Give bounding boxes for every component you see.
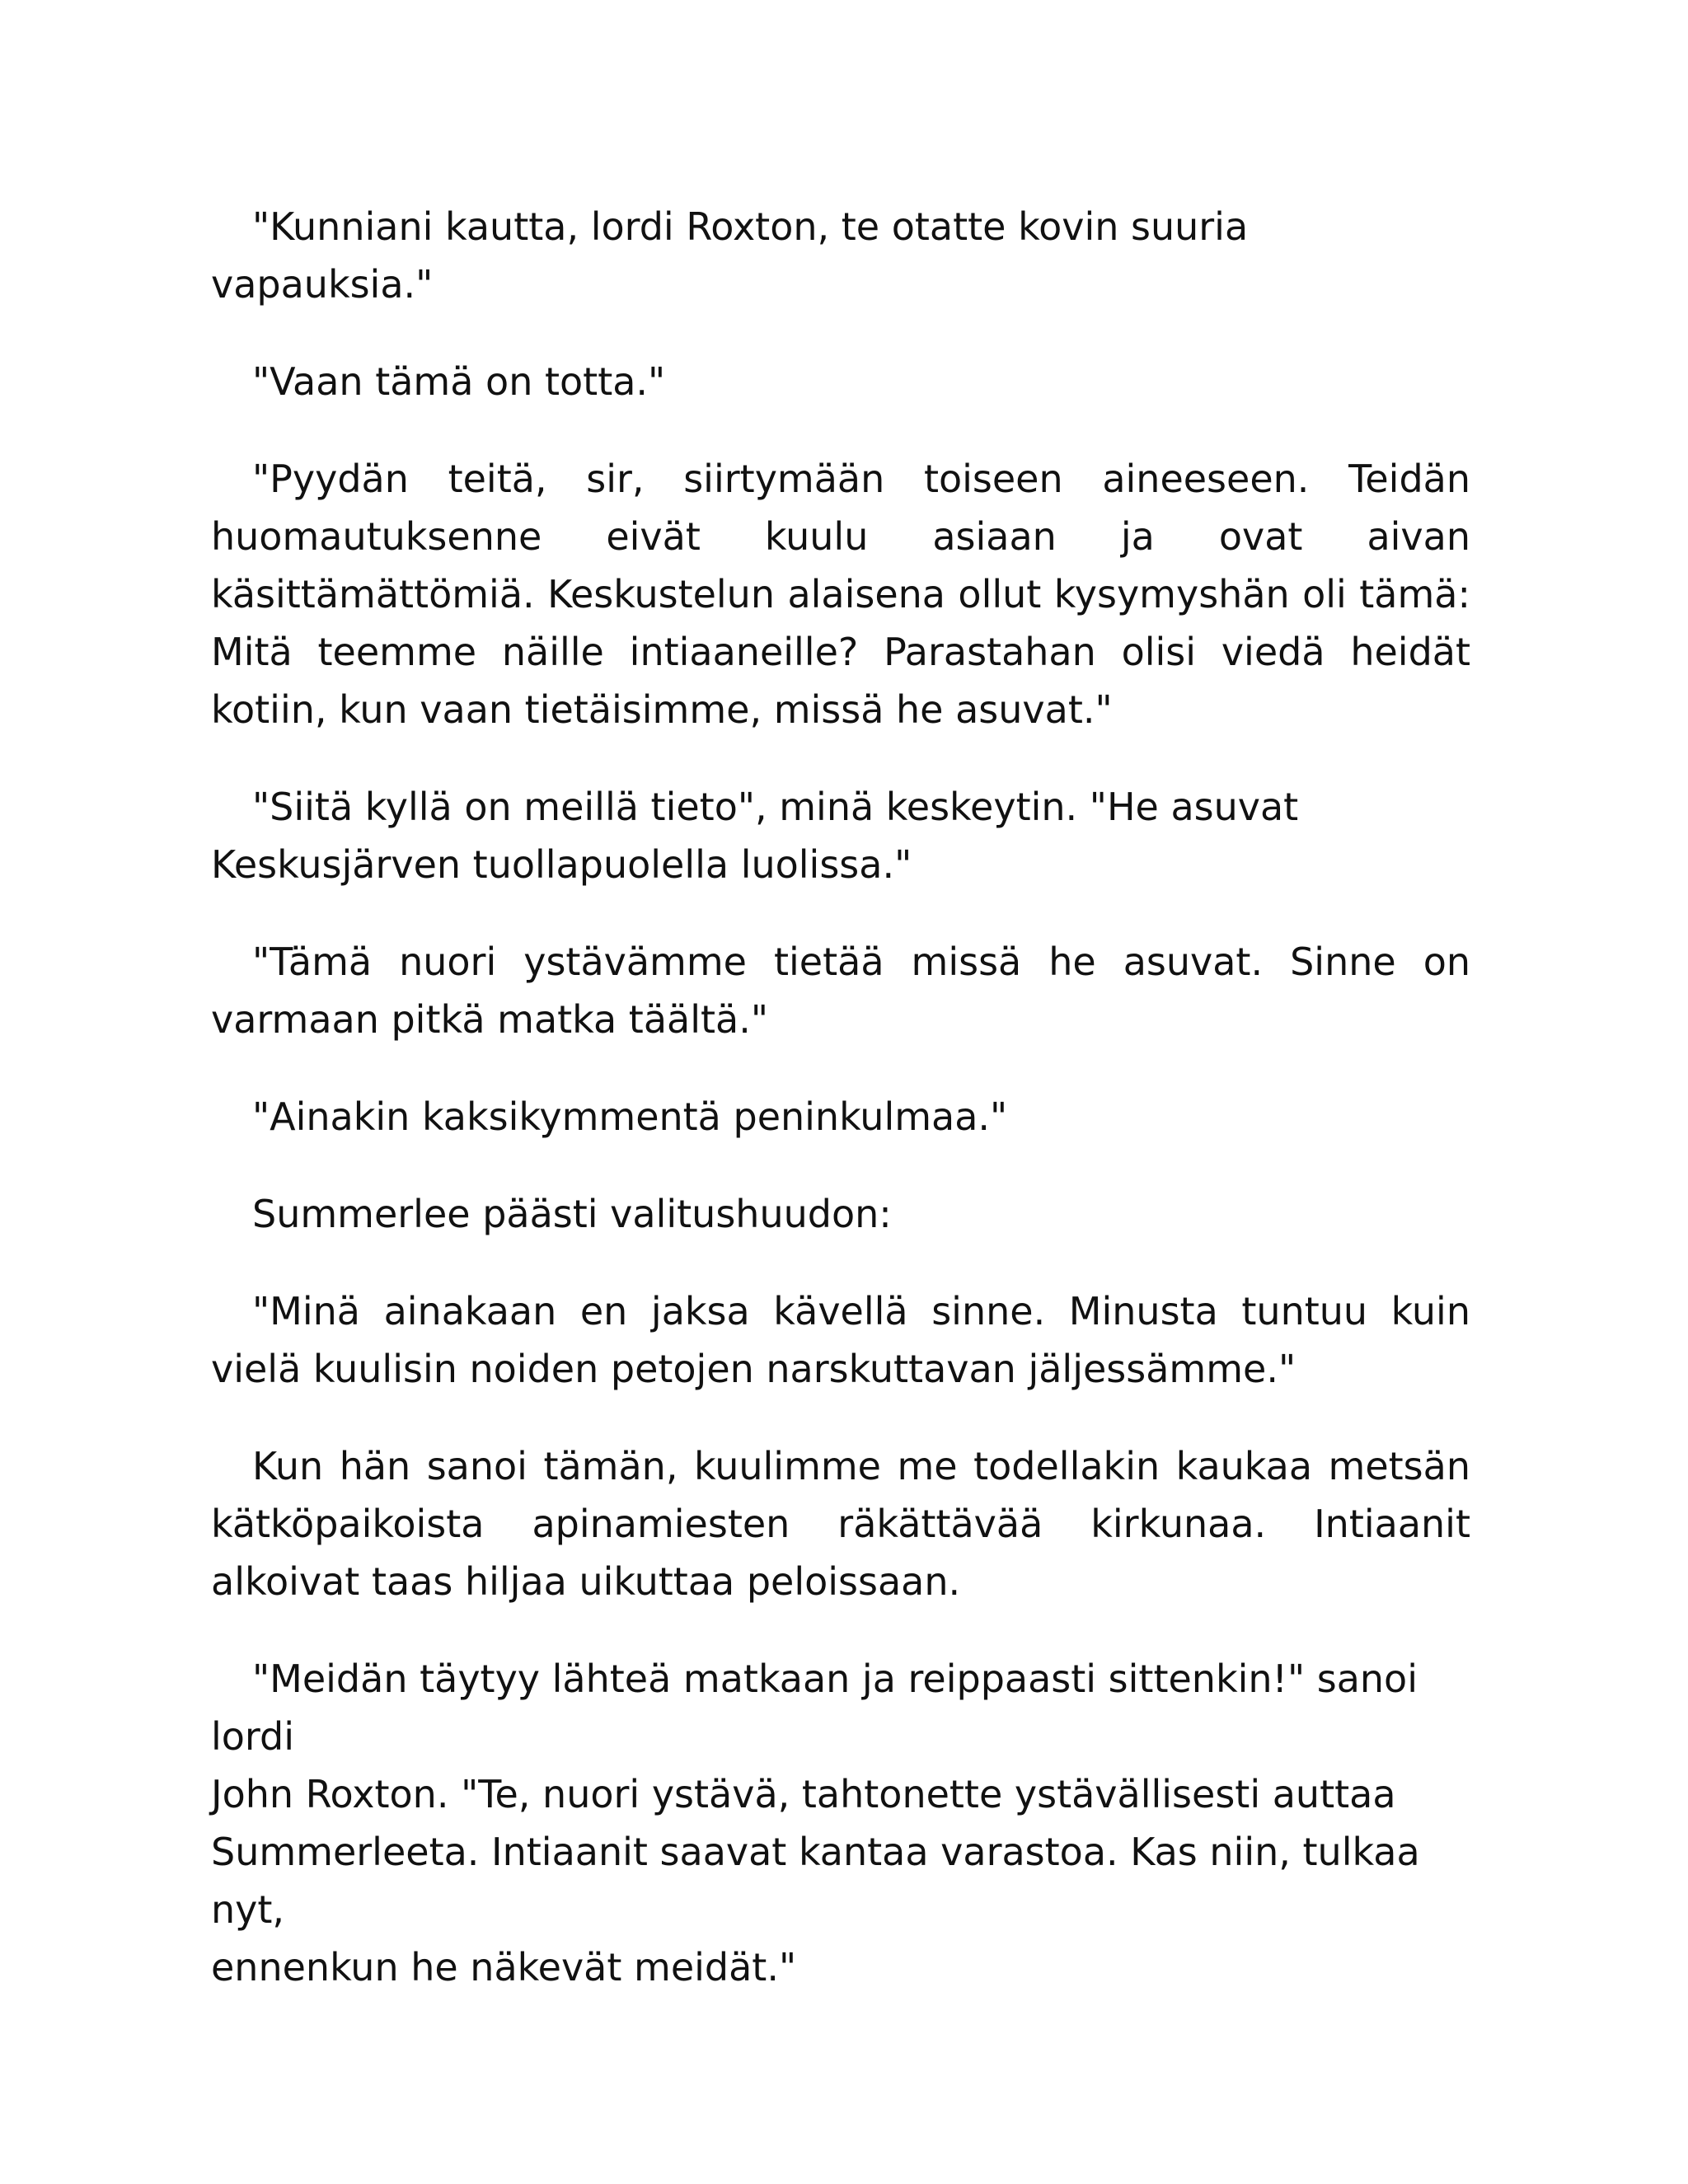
paragraph-7: Summerlee päästi valitushuudon:	[252, 1192, 892, 1236]
paragraph-4-line-1: "Siitä kyllä on meillä tieto", minä keskeytin. "He asuvat	[252, 785, 1299, 829]
paragraph-3: "Pyydän teitä, sir, siirtymään toiseen aineeseen. Teidän huomautuksenne eivät kuulu asiaan ja ovat aivan käsittämättömiä. Keskustelun alaisena ollut kysymyshän oli tämä: Mitä teemme näille intiaaneille? Parastahan olisi viedä heidät kotiin, kun vaan tietäisimme, missä he asuvat."	[211, 457, 1470, 732]
document-page	[211, 198, 1470, 2036]
paragraph-5: "Tämä nuori ystävämme tietää missä he asuvat. Sinne on varmaan pitkä matka täältä."	[211, 940, 1470, 1042]
paragraph-8: "Minä ainakaan en jaksa kävellä sinne. Minusta tuntuu kuin vielä kuulisin noiden petojen narskuttavan jäljessämme."	[211, 1289, 1470, 1391]
paragraph-9: Kun hän sanoi tämän, kuulimme me todellakin kaukaa metsän kätköpaikoista apinamiesten räkättävää kirkunaa. Intiaanit alkoivat taas hiljaa uikuttaa peloissaan.	[211, 1444, 1470, 1604]
paragraph-10	[211, 1650, 1470, 1996]
paragraph-10-line-2: John Roxton. "Te, nuori ystävä, tahtonette ystävällisesti auttaa	[211, 1772, 1396, 1816]
paragraph-10-line-1: "Meidän täytyy lähteä matkaan ja reippaasti sittenkin!" sanoi lordi	[211, 1657, 1418, 1759]
paragraph-1: "Kunniani kautta, lordi Roxton, te otatte kovin suuria vapauksia."	[211, 204, 1249, 307]
paragraph-2: "Vaan tämä on totta."	[252, 359, 666, 404]
paragraph-4	[211, 778, 1470, 893]
paragraph-10-line-3: Summerleeta. Intiaanit saavat kantaa varastoa. Kas niin, tulkaa nyt,	[211, 1830, 1420, 1932]
paragraph-10-line-4: ennenkun he näkevät meidät."	[211, 1945, 797, 1990]
paragraph-4-line-2: Keskusjärven tuollapuolella luolissa."	[211, 842, 912, 887]
paragraph-6: "Ainakin kaksikymmentä peninkulmaa."	[252, 1094, 1008, 1139]
